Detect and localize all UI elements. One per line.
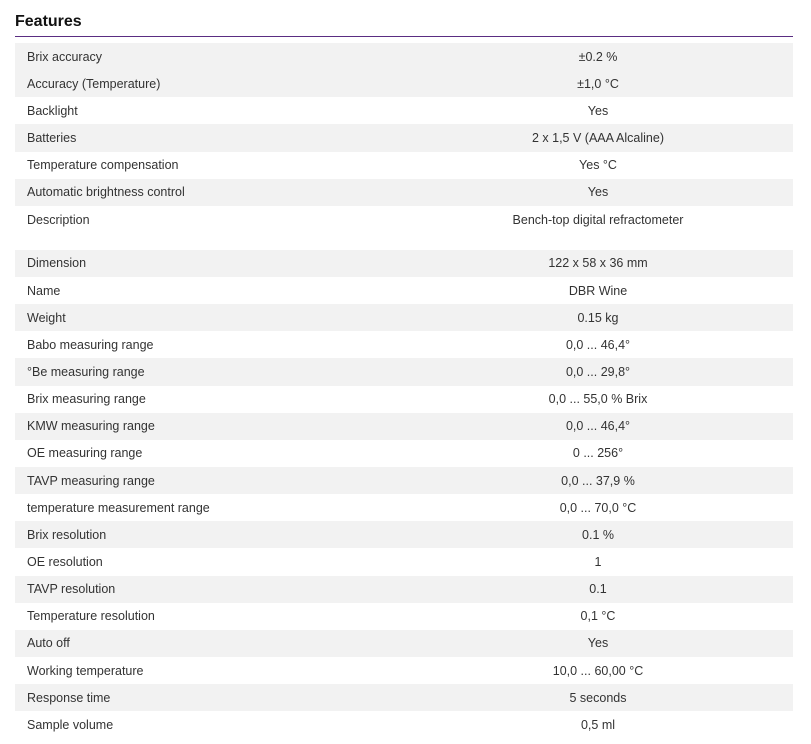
row-value: Yes: [587, 103, 609, 118]
row-label: OE resolution: [27, 554, 103, 569]
row-label: Auto off: [27, 636, 70, 651]
table-row: [15, 331, 793, 358]
row-value: 0.1: [589, 582, 607, 597]
row-label: OE measuring range: [27, 446, 143, 461]
row-value: 5 seconds: [569, 690, 627, 705]
row-value: 0,0 ... 46,4°: [565, 337, 631, 352]
row-label: KMW measuring range: [27, 419, 155, 434]
row-value: Yes: [587, 636, 609, 651]
row-value: 0,1 °C: [580, 609, 616, 624]
table-row: [15, 152, 793, 179]
table-row: [15, 124, 793, 151]
row-value: 0,0 ... 29,8°: [565, 364, 631, 379]
row-value: 0,5 ml: [580, 717, 616, 732]
row-value: ±0.2 %: [578, 49, 618, 64]
table-row: [15, 630, 793, 657]
row-label: Dimension: [27, 256, 87, 271]
table-row: [15, 277, 793, 304]
row-label: °Be measuring range: [27, 364, 145, 379]
row-label: TAVP measuring range: [27, 473, 155, 488]
row-value: 122 x 58 x 36 mm: [548, 256, 648, 271]
row-label: Automatic brightness control: [27, 185, 185, 200]
row-value: 1: [594, 554, 602, 569]
table-row: [15, 70, 793, 97]
table-row: [15, 576, 793, 603]
row-label: Brix resolution: [27, 527, 107, 542]
row-value: Yes °C: [579, 158, 617, 173]
row-label: Response time: [27, 690, 111, 705]
table-row: [15, 413, 793, 440]
row-value: 0,0 ... 70,0 °C: [559, 500, 637, 515]
row-label: Batteries: [27, 130, 77, 145]
table-row: [15, 206, 793, 250]
row-label: Babo measuring range: [27, 337, 154, 352]
row-label: Name: [27, 283, 61, 298]
table-row: [15, 358, 793, 385]
row-value: 0,0 ... 55,0 % Brix: [548, 392, 648, 407]
row-value: 0 ... 256°: [572, 446, 624, 461]
table-row: [15, 548, 793, 575]
row-value: ±1,0 °C: [577, 76, 619, 91]
features-header: [15, 11, 793, 33]
row-value: 10,0 ... 60,00 °C: [552, 663, 644, 678]
row-value: 0,0 ... 37,9 %: [561, 473, 635, 488]
table-row: [15, 179, 793, 206]
table-row: [15, 467, 793, 494]
row-value: Bench-top digital refractometer: [512, 212, 684, 227]
row-label: Temperature compensation: [27, 158, 179, 173]
table-row: [15, 386, 793, 413]
features-table: [15, 43, 793, 738]
row-label: Brix accuracy: [27, 49, 103, 64]
row-value: DBR Wine: [568, 283, 628, 298]
table-row: [15, 603, 793, 630]
row-label: Working temperature: [27, 663, 144, 678]
table-row: [15, 521, 793, 548]
row-label: TAVP resolution: [27, 582, 116, 597]
row-label: Accuracy (Temperature): [27, 76, 161, 91]
row-label: temperature measurement range: [27, 500, 210, 515]
row-value: 0.15 kg: [577, 310, 619, 325]
row-value: Yes: [587, 185, 609, 200]
section-title: Features: [15, 13, 82, 30]
row-value: 2 x 1,5 V (AAA Alcaline): [531, 130, 664, 145]
row-value: 0.1 %: [582, 527, 614, 542]
table-row: [15, 494, 793, 521]
row-label: Weight: [27, 310, 66, 325]
section-divider: [15, 36, 793, 37]
row-label: Brix measuring range: [27, 392, 146, 407]
table-row: [15, 43, 793, 70]
table-row: [15, 711, 793, 738]
table-row: [15, 304, 793, 331]
row-label: Description: [27, 212, 90, 227]
table-row: [15, 684, 793, 711]
row-label: Sample volume: [27, 717, 114, 732]
table-row: [15, 250, 793, 277]
table-row: [15, 97, 793, 124]
row-label: Temperature resolution: [27, 609, 155, 624]
table-row: [15, 657, 793, 684]
row-value: 0,0 ... 46,4°: [565, 419, 631, 434]
table-row: [15, 440, 793, 467]
row-label: Backlight: [27, 103, 78, 118]
